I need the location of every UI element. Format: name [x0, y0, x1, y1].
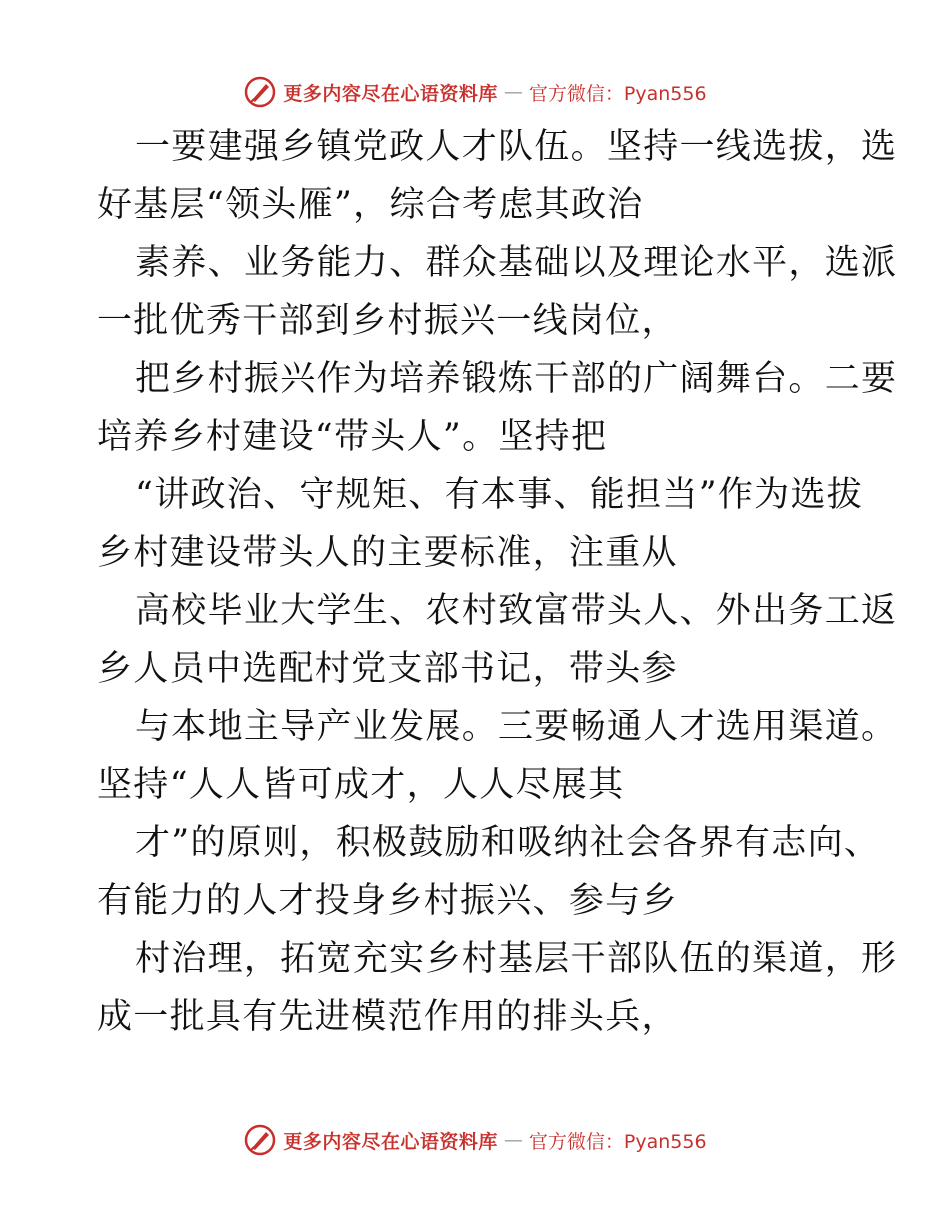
quill-logo-icon [243, 1123, 277, 1157]
header-watermark [0, 72, 950, 112]
text-line: 乡村建设带头人的主要标准，注重从 [97, 533, 678, 573]
watermark-contact: 官方微信：Pyan556 [528, 1130, 707, 1153]
text-line: 好基层“领头雁”，综合考虑其政治 [97, 185, 644, 225]
text-line: 一要建强乡镇党政人才队伍。坚持一线选拔，选 [135, 127, 898, 167]
footer-watermark [0, 1120, 950, 1160]
text-line: 培养乡村建设“带头人”。坚持把 [97, 417, 608, 457]
text-line: 高校毕业大学生、农村致富带头人、外出务工返 [135, 591, 898, 631]
watermark-separator: — [503, 1129, 523, 1151]
watermark-text: 更多内容尽在心语资料库 [283, 82, 498, 105]
text-line: 村治理，拓宽充实乡村基层干部队伍的渠道，形 [135, 939, 898, 979]
document-body [97, 118, 898, 1046]
watermark-text: 更多内容尽在心语资料库 [283, 1130, 498, 1153]
text-line: 坚持“人人皆可成才，人人尽展其 [97, 765, 625, 805]
text-line: 一批优秀干部到乡村振兴一线岗位， [97, 301, 678, 341]
quill-logo-icon [243, 75, 277, 109]
watermark-separator: — [503, 81, 523, 103]
text-line: 乡人员中选配村党支部书记，带头参 [97, 649, 678, 689]
text-line: “讲政治、守规矩、有本事、能担当”作为选拔 [135, 475, 864, 515]
text-line: 才”的原则，积极鼓励和吸纳社会各界有志向、 [135, 823, 881, 863]
watermark-contact: 官方微信：Pyan556 [528, 82, 707, 105]
text-line: 素养、业务能力、群众基础以及理论水平，选派 [135, 243, 898, 283]
text-line: 把乡村振兴作为培养锻炼干部的广阔舞台。二要 [135, 359, 898, 399]
text-line: 有能力的人才投身乡村振兴、参与乡 [97, 881, 678, 921]
text-line: 与本地主导产业发展。三要畅通人才选用渠道。 [135, 707, 898, 747]
text-line: 成一批具有先进模范作用的排头兵， [97, 997, 678, 1037]
